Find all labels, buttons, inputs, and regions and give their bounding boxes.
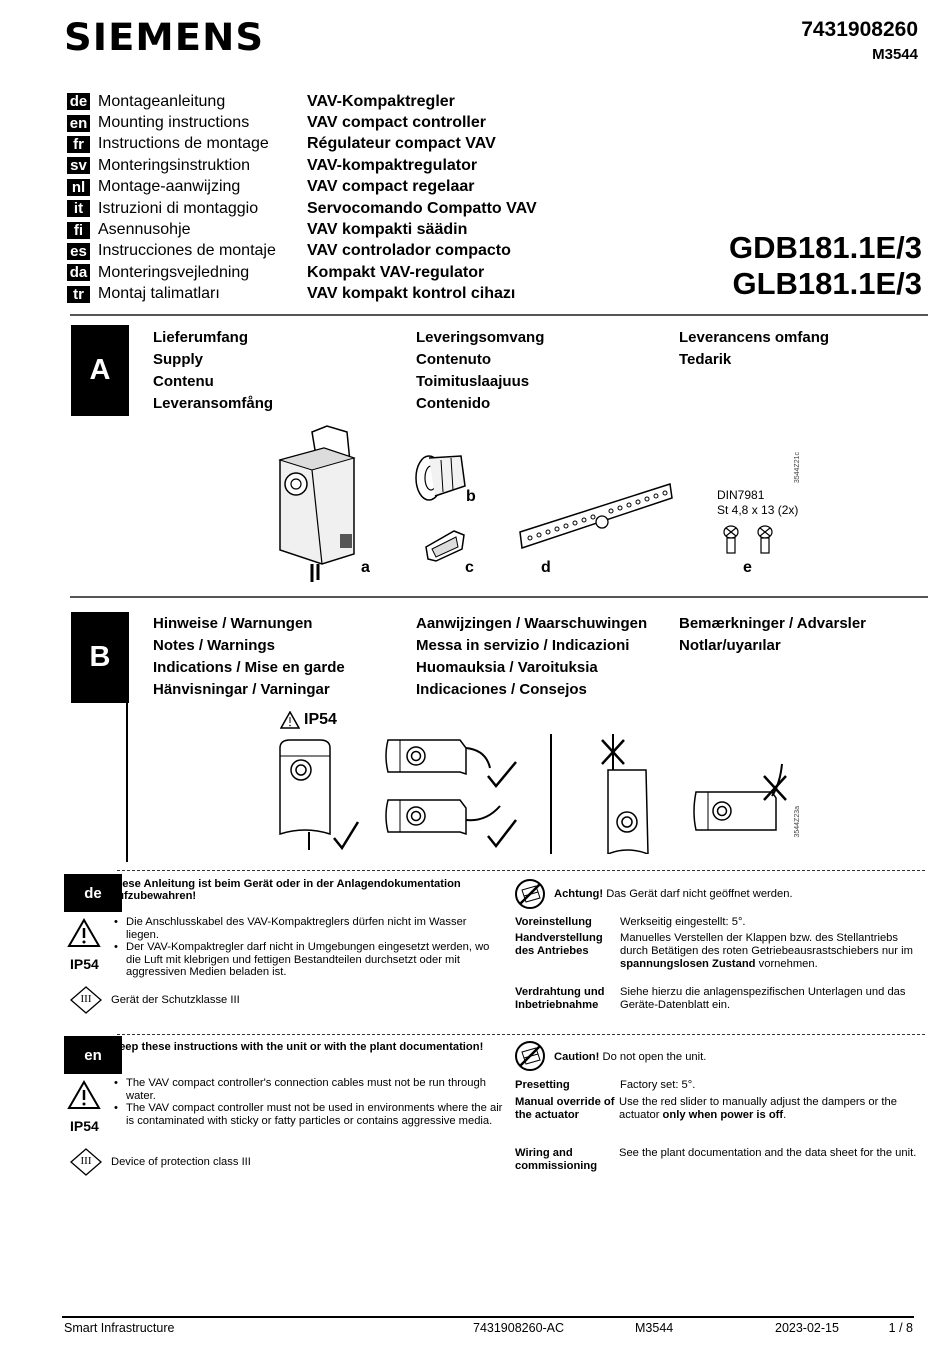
setting-key: Voreinstellung: [515, 916, 592, 928]
setting-value: [620, 932, 920, 971]
protection-class-icon: [70, 1148, 102, 1176]
document-code: M3544: [872, 46, 918, 63]
screw-spec-norm: DIN7981: [717, 488, 765, 502]
section-heading: Leveringsomvang: [416, 329, 545, 346]
value-emphasis: spannungslosen Zustand: [620, 958, 756, 970]
screw-spec-size: St 4,8 x 13 (2x): [717, 503, 799, 517]
section-b-col2: [416, 613, 647, 701]
protection-class-text: Gerät der Schutzklasse III: [111, 994, 240, 1006]
language-code: fr: [67, 136, 90, 153]
section-heading: Indications / Mise en garde: [153, 659, 345, 676]
language-product: VAV kompakt kontrol cihazı: [307, 285, 516, 303]
dashed-divider: [117, 870, 925, 871]
bracket-illustration: [518, 480, 676, 556]
language-row-fr: [67, 134, 537, 155]
item-label-c: c: [465, 559, 474, 576]
language-row-de: [67, 91, 537, 112]
language-product: Régulateur compact VAV: [307, 135, 496, 153]
ip-rating: IP54: [70, 956, 99, 972]
value-text: Werkseitig eingestellt: 5°.: [620, 916, 746, 928]
language-title: Monteringsvejledning: [98, 263, 250, 281]
note-heading: Keep these instructions with the unit or with the plant documentation!: [111, 1041, 484, 1053]
language-row-da: [67, 262, 537, 283]
section-b-marker: B: [71, 612, 129, 703]
warning-icon: [280, 711, 300, 729]
section-b-col3: [679, 613, 866, 657]
divider: [70, 314, 928, 316]
caution-label: Achtung!: [554, 888, 604, 900]
protection-class-symbol: III: [80, 1155, 92, 1167]
section-heading: Messa in servizio / Indicazioni: [416, 637, 630, 654]
footer-company: Smart Infrastructure: [64, 1321, 175, 1335]
language-title: Montageanleitung: [98, 92, 226, 110]
section-heading: Toimituslaajuus: [416, 373, 530, 390]
adapter-illustration: [413, 450, 473, 508]
footer-date: 2023-02-15: [775, 1321, 839, 1335]
caution-message: Do not open the unit.: [599, 1051, 707, 1063]
caution-label: Caution!: [554, 1051, 600, 1063]
section-heading: Contenido: [416, 395, 491, 412]
item-label-b: b: [466, 488, 476, 505]
warning-icon: [67, 1080, 101, 1110]
footer-divider: [62, 1316, 914, 1318]
section-heading: Supply: [153, 351, 204, 368]
footer-page: 1 / 8: [888, 1321, 913, 1335]
language-tag-en: en: [64, 1036, 122, 1074]
section-b-col1: [153, 613, 345, 701]
do-not-open-icon: [514, 878, 546, 910]
language-product: VAV compact regelaar: [307, 178, 475, 196]
language-title: Instructions de montage: [98, 135, 269, 153]
section-heading: Tedarik: [679, 351, 732, 368]
setting-value: [620, 916, 920, 929]
setting-value: [619, 1147, 919, 1173]
language-code: tr: [67, 286, 90, 303]
document-number: 7431908260: [801, 18, 918, 41]
dashed-divider: [117, 1034, 925, 1035]
language-title: Istruzioni di montaggio: [98, 199, 259, 217]
setting-row: [515, 916, 920, 929]
model-number: GLB181.1E/3: [732, 266, 922, 301]
language-row-sv: [67, 155, 537, 176]
value-text: Use the red slider to manually adjust the dampers or the actuator: [619, 1096, 897, 1121]
language-code: fi: [67, 222, 90, 239]
warning-icon: [67, 918, 101, 948]
language-code: es: [67, 243, 90, 260]
section-heading: Hinweise / Warnungen: [153, 615, 313, 632]
language-code: de: [67, 93, 90, 110]
language-row-tr: [67, 284, 537, 305]
section-b-rule: [126, 700, 128, 862]
model-number: GDB181.1E/3: [729, 230, 922, 265]
value-emphasis: only when power is off: [662, 1109, 784, 1121]
protection-class-icon: [70, 986, 102, 1014]
item-label-d: d: [541, 559, 551, 576]
figure-id: 3544Z23a: [794, 806, 801, 838]
ip-rating-text: IP54: [304, 711, 337, 728]
language-code: sv: [67, 157, 90, 174]
language-row-en: [67, 112, 537, 133]
figure-id: 3544Z21c: [794, 452, 801, 484]
language-title: Montage-aanwijzing: [98, 178, 241, 196]
language-product: VAV compact controller: [307, 114, 486, 132]
setting-row: [515, 1079, 920, 1092]
section-heading: Contenuto: [416, 351, 491, 368]
setting-key: Presetting: [515, 1079, 570, 1091]
protection-class-symbol: III: [80, 993, 92, 1005]
setting-key: Handverstellung des Antriebes: [515, 932, 603, 957]
section-heading: Contenu: [153, 373, 214, 390]
section-heading: Notes / Warnings: [153, 637, 275, 654]
section-heading: Bemærkninger / Advarsler: [679, 615, 867, 632]
section-heading: Hänvisningar / Varningar: [153, 681, 330, 698]
setting-key: Wiring and commissioning: [515, 1147, 598, 1172]
bullet-item: • Die Anschlusskabel des VAV-Kompaktreglers dürfen nicht im Wasser liegen.: [111, 916, 496, 941]
section-heading: Indicaciones / Consejos: [416, 681, 587, 698]
section-heading: Lieferumfang: [153, 329, 249, 346]
section-a-marker: A: [71, 325, 129, 416]
value-text: .: [783, 1109, 787, 1121]
bullet-item: • The VAV compact controller must not be used in environments where the air is contaminated with sticky or fatty particles or contains aggressive media.: [111, 1102, 506, 1127]
protection-class-text: Device of protection class III: [111, 1156, 251, 1168]
note-bullets: [111, 916, 496, 979]
language-product: VAV-Kompaktregler: [307, 92, 455, 110]
setting-key: Manual override of the actuator: [515, 1096, 615, 1121]
language-title: Instrucciones de montaje: [98, 242, 276, 260]
setting-row: [515, 1096, 919, 1122]
clip-illustration: [422, 525, 468, 565]
bullet-item: • Der VAV-Kompaktregler darf nicht in Umgebungen eingesetzt werden, wo die Luft mit klebrigen und fettigen Bestandteilen durchsetzt oder mit aggressiven Medien beladen ist.: [111, 941, 496, 979]
language-code: en: [67, 115, 90, 132]
divider: [70, 596, 928, 598]
footer-code: M3544: [635, 1321, 674, 1335]
setting-value: [620, 986, 920, 1012]
bullet-item: • The VAV compact controller's connection cables must not be run through water.: [111, 1077, 506, 1102]
footer-doc-id: 7431908260-AC: [473, 1321, 565, 1335]
language-code: it: [67, 200, 90, 217]
note-bullets: [111, 1077, 506, 1127]
section-a-col3: [679, 327, 829, 371]
actuator-illustration: [272, 422, 362, 587]
language-product: Servocomando Compatto VAV: [307, 199, 537, 217]
setting-value: [620, 1079, 920, 1092]
value-text: See the plant documentation and the data sheet for the unit.: [619, 1147, 917, 1159]
language-product: VAV controlador compacto: [307, 242, 511, 260]
language-product: Kompakt VAV-regulator: [307, 263, 485, 281]
value-text: Siehe hierzu die anlagenspezifischen Unterlagen und das Geräte-Datenblatt ein.: [620, 986, 906, 1011]
item-label-a: a: [361, 559, 370, 576]
section-heading: Huomauksia / Varoituksia: [416, 659, 598, 676]
language-code: da: [67, 264, 90, 281]
setting-value: [619, 1096, 919, 1122]
language-list: [67, 91, 537, 305]
do-not-open-icon: [514, 1040, 546, 1072]
section-heading: Aanwijzingen / Waarschuwingen: [416, 615, 648, 632]
language-row-it: [67, 198, 537, 219]
language-tag-de: de: [64, 874, 122, 912]
language-product: VAV-kompaktregulator: [307, 156, 478, 174]
value-text: vornehmen.: [755, 958, 818, 970]
language-title: Mounting instructions: [98, 114, 250, 132]
language-title: Monteringsinstruktion: [98, 156, 251, 174]
ip-rating-label: [280, 711, 337, 729]
setting-row: [515, 1147, 919, 1173]
item-label-e: e: [743, 559, 752, 576]
language-title: Montaj talimatları: [98, 285, 220, 303]
setting-row: [515, 932, 920, 971]
language-row-fi: [67, 219, 537, 240]
section-heading: Leveransomfång: [153, 395, 274, 412]
caution-message: Das Gerät darf nicht geöffnet werden.: [603, 888, 793, 900]
note-heading: Diese Anleitung ist beim Gerät oder in der Anlagendokumentation aufzubewahren!: [111, 878, 461, 902]
setting-key: Verdrahtung und Inbetriebnahme: [515, 986, 605, 1011]
caution-text: [554, 1051, 706, 1064]
value-text: Factory set: 5°.: [620, 1079, 696, 1091]
language-product: VAV kompakti säädin: [307, 221, 468, 239]
value-text: Manuelles Verstellen der Klappen bzw. des Stellantriebs durch Betätigen des roten Getriebeausrastschiebers nur im: [620, 932, 913, 957]
screws-illustration: [722, 524, 778, 556]
siemens-logo: SIEMENS: [64, 16, 265, 59]
ip-rating: IP54: [70, 1118, 99, 1134]
caution-text: [554, 888, 793, 901]
section-heading: Leverancens omfang: [679, 329, 830, 346]
language-code: nl: [67, 179, 90, 196]
setting-row: [515, 986, 920, 1012]
section-a-col2: [416, 327, 544, 415]
section-a-col1: [153, 327, 273, 415]
section-heading: Notlar/uyarılar: [679, 637, 781, 654]
mounting-orientation-illustration: [276, 734, 826, 854]
language-row-es: [67, 241, 537, 262]
language-row-nl: [67, 177, 537, 198]
language-title: Asennusohje: [98, 221, 191, 239]
